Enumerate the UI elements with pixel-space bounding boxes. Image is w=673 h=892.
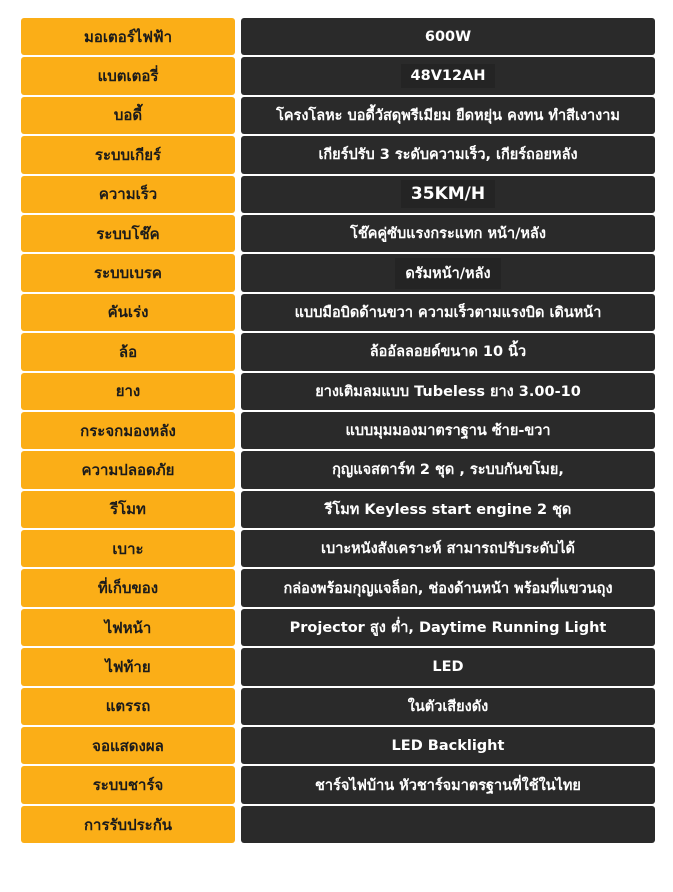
spec-row-charging — [21, 765, 655, 804]
spec-row-storage — [21, 568, 655, 607]
spec-value-text: 48V12AH — [401, 64, 496, 88]
spec-row-body — [21, 96, 655, 135]
spec-label: คันเร่ง — [21, 294, 235, 331]
spec-value-text — [438, 821, 458, 829]
spec-value-text: กล่องพร้อมกุญแจล็อก, ช่องด้านหน้า พร้อมที่แขวนถุง — [283, 580, 613, 597]
spec-row-remote — [21, 490, 655, 529]
spec-label: บอดี้ — [21, 97, 235, 134]
spec-row-display — [21, 726, 655, 765]
spec-label: ไฟหน้า — [21, 609, 235, 646]
spec-label: แบตเตอรี่ — [21, 57, 235, 94]
spec-value — [241, 373, 655, 410]
spec-label: การรับประกัน — [21, 806, 235, 843]
spec-value-text: LED Backlight — [391, 737, 505, 754]
spec-label: รีโมท — [21, 491, 235, 528]
spec-value-text: เบาะหนังสังเคราะห์ สามารถปรับระดับได้ — [321, 541, 575, 558]
spec-value — [241, 254, 655, 291]
spec-label: ระบบโช๊ค — [21, 215, 235, 252]
spec-label: ที่เก็บของ — [21, 569, 235, 606]
spec-value-text: โครงโลหะ บอดี้วัสดุพรีเมียม ยืดหยุ่น คงทน ทำสีเงางาม — [276, 107, 620, 124]
spec-value — [241, 806, 655, 843]
spec-value — [241, 727, 655, 764]
spec-row-warranty — [21, 805, 655, 844]
spec-value-text: LED — [432, 658, 464, 675]
spec-value — [241, 451, 655, 488]
spec-row-tire — [21, 372, 655, 411]
spec-value-text: ชาร์จไฟบ้าน หัวชาร์จมาตรฐานที่ใช้ในไทย — [315, 777, 581, 794]
spec-label: เบาะ — [21, 530, 235, 567]
spec-value — [241, 18, 655, 55]
spec-value-text: กุญแจสตาร์ท 2 ชุด , ระบบกันขโมย, — [332, 462, 564, 479]
spec-value-text: โช๊คคู่ซับแรงกระแทก หน้า/หลัง — [350, 226, 546, 243]
spec-value — [241, 97, 655, 134]
spec-row-speed — [21, 175, 655, 214]
spec-row-horn — [21, 687, 655, 726]
spec-row-safety — [21, 450, 655, 489]
spec-value-text: ยางเติมลมแบบ Tubeless ยาง 3.00-10 — [315, 383, 581, 400]
spec-value-text: แบบมุมมองมาตราฐาน ซ้าย-ขวา — [345, 423, 551, 440]
spec-row-taillight — [21, 647, 655, 686]
spec-value — [241, 609, 655, 646]
spec-label: กระจกมองหลัง — [21, 412, 235, 449]
spec-label: แตรรถ — [21, 688, 235, 725]
spec-label: ระบบชาร์จ — [21, 766, 235, 803]
spec-value-text: ในตัวเสียงดัง — [407, 698, 489, 715]
spec-row-wheel — [21, 332, 655, 371]
spec-value-text: 600W — [424, 28, 472, 45]
spec-label: ระบบเกียร์ — [21, 136, 235, 173]
spec-value — [241, 648, 655, 685]
spec-value — [241, 688, 655, 725]
spec-row-battery — [21, 56, 655, 95]
spec-table — [21, 17, 655, 844]
spec-row-gear — [21, 135, 655, 174]
spec-row-brake — [21, 253, 655, 292]
spec-value — [241, 57, 655, 94]
spec-value-text: เกียร์ปรับ 3 ระดับความเร็ว, เกียร์ถอยหลัง — [318, 147, 578, 164]
spec-row-mirror — [21, 411, 655, 450]
spec-row-throttle — [21, 293, 655, 332]
spec-value-text: 35KM/H — [401, 180, 495, 208]
spec-row-headlight — [21, 608, 655, 647]
spec-row-motor — [21, 17, 655, 56]
spec-value — [241, 766, 655, 803]
spec-value-text: Projector สูง ต่ำ, Daytime Running Light — [289, 620, 607, 637]
spec-value — [241, 491, 655, 528]
spec-row-seat — [21, 529, 655, 568]
spec-label: ความปลอดภัย — [21, 451, 235, 488]
spec-value-text: ล้ออัลลอยด์ขนาด 10 นิ้ว — [369, 344, 527, 361]
spec-label: ความเร็ว — [21, 176, 235, 213]
spec-row-shock — [21, 214, 655, 253]
spec-value — [241, 530, 655, 567]
spec-label: ยาง — [21, 373, 235, 410]
spec-value-text: รีโมท Keyless start engine 2 ชุด — [324, 501, 572, 518]
spec-value — [241, 569, 655, 606]
spec-value — [241, 215, 655, 252]
spec-label: ไฟท้าย — [21, 648, 235, 685]
spec-value — [241, 176, 655, 213]
spec-value-text: ดรัมหน้า/หลัง — [395, 258, 500, 289]
spec-value-text: แบบมือบิดด้านขวา ความเร็วตามแรงบิด เดินหน้า — [294, 304, 602, 321]
spec-value — [241, 333, 655, 370]
spec-value — [241, 412, 655, 449]
spec-label: ล้อ — [21, 333, 235, 370]
spec-label: จอแสดงผล — [21, 727, 235, 764]
spec-label: ระบบเบรค — [21, 254, 235, 291]
spec-value — [241, 294, 655, 331]
spec-label: มอเตอร์ไฟฟ้า — [21, 18, 235, 55]
spec-value — [241, 136, 655, 173]
